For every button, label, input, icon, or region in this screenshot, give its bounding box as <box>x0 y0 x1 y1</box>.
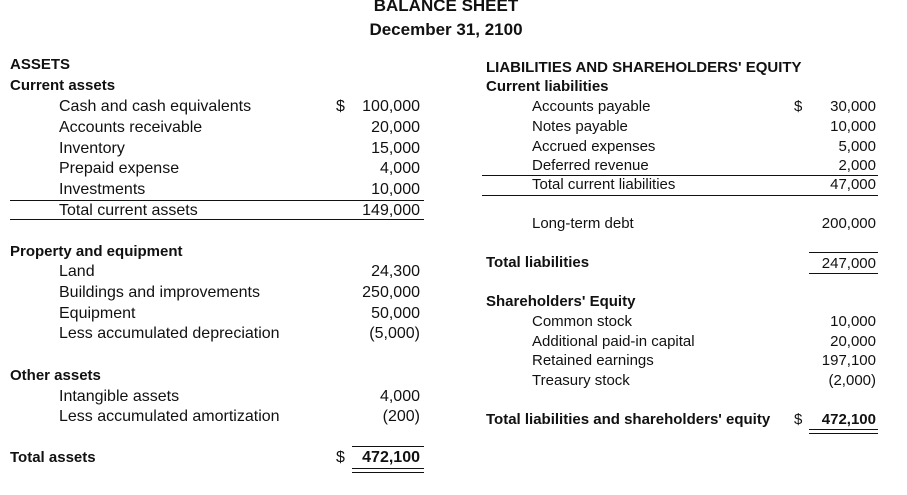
other-label-amortization: Less accumulated amortization <box>59 408 280 425</box>
liability-label-notes: Notes payable <box>532 118 628 135</box>
long-term-debt-value: 200,000 <box>821 215 876 232</box>
total-liabilities-label: Total liabilities <box>486 254 590 271</box>
asset-label-prepaid: Prepaid expense <box>59 160 180 177</box>
asset-currency-cash: $ <box>336 98 345 115</box>
other-assets-heading: Other assets <box>10 367 101 384</box>
assets-heading: ASSETS <box>10 56 71 73</box>
total-current-liabilities-value: 47,000 <box>830 176 876 193</box>
page-title: BALANCE SHEET <box>373 0 519 15</box>
liability-label-accrued: Accrued expenses <box>532 138 656 155</box>
property-label-buildings: Buildings and improvements <box>59 284 260 301</box>
property-heading: Property and equipment <box>10 243 183 260</box>
equity-label-retained-earnings: Retained earnings <box>532 352 654 369</box>
total-liabilities-equity-currency: $ <box>794 411 803 428</box>
total-assets-label: Total assets <box>10 449 96 466</box>
property-label-depreciation: Less accumulated depreciation <box>59 325 280 342</box>
asset-label-cash: Cash and cash equivalents <box>59 98 252 115</box>
total-liabilities-value: 247,000 <box>821 255 876 272</box>
asset-value-receivable: 20,000 <box>371 119 420 136</box>
asset-value-cash: 100,000 <box>362 98 420 115</box>
current-liabilities-heading: Current liabilities <box>486 78 609 95</box>
asset-label-investments: Investments <box>59 181 146 198</box>
equity-label-common-stock: Common stock <box>532 313 633 330</box>
asset-label-inventory: Inventory <box>59 140 125 157</box>
liability-value-payable: 30,000 <box>830 98 876 115</box>
property-value-land: 24,300 <box>371 263 420 280</box>
asset-value-inventory: 15,000 <box>371 140 420 157</box>
current-assets-total-divider <box>10 219 424 220</box>
equity-label-paid-in-capital: Additional paid-in capital <box>532 333 695 350</box>
total-liabilities-equity-label: Total liabilities and shareholders' equity <box>486 411 771 428</box>
equity-value-retained-earnings: 197,100 <box>821 352 876 369</box>
equity-value-common-stock: 10,000 <box>830 313 876 330</box>
asset-value-prepaid: 4,000 <box>379 160 420 177</box>
total-assets-top-rule <box>352 446 424 447</box>
total-assets-double-rule-2 <box>352 472 424 473</box>
page-date: December 31, 2100 <box>369 20 523 39</box>
other-label-intangible: Intangible assets <box>59 388 180 405</box>
property-label-land: Land <box>59 263 95 280</box>
liabilities-heading: LIABILITIES AND SHAREHOLDERS' EQUITY <box>486 59 802 76</box>
liability-label-deferred: Deferred revenue <box>532 157 649 174</box>
total-assets-currency: $ <box>336 449 345 466</box>
current-liabilities-total-divider <box>482 195 878 196</box>
total-assets-double-rule-1 <box>352 468 424 469</box>
total-liabilities-top-rule <box>809 252 878 253</box>
total-assets-value: 472,100 <box>362 449 420 466</box>
total-current-liabilities-label: Total current liabilities <box>532 176 676 193</box>
liability-value-notes: 10,000 <box>830 118 876 135</box>
property-value-equipment: 50,000 <box>371 305 420 322</box>
other-value-intangible: 4,000 <box>379 388 420 405</box>
current-assets-heading: Current assets <box>10 77 116 94</box>
equity-heading: Shareholders' Equity <box>486 293 636 310</box>
property-label-equipment: Equipment <box>59 305 136 322</box>
liability-label-payable: Accounts payable <box>532 98 651 115</box>
liability-value-accrued: 5,000 <box>838 138 876 155</box>
property-value-buildings: 250,000 <box>362 284 420 301</box>
equity-value-treasury-stock: (2,000) <box>828 372 876 389</box>
long-term-debt-label: Long-term debt <box>532 215 634 232</box>
total-liabilities-equity-double-rule-2 <box>809 433 878 434</box>
total-liabilities-equity-value: 472,100 <box>821 411 876 428</box>
other-value-amortization: (200) <box>382 408 420 425</box>
total-liabilities-equity-double-rule-1 <box>809 429 878 430</box>
equity-value-paid-in-capital: 20,000 <box>830 333 876 350</box>
asset-label-receivable: Accounts receivable <box>59 119 203 136</box>
asset-value-investments: 10,000 <box>371 181 420 198</box>
total-current-assets-value: 149,000 <box>362 202 420 219</box>
property-value-depreciation: (5,000) <box>369 325 420 342</box>
liability-value-deferred: 2,000 <box>838 157 876 174</box>
total-liabilities-bottom-rule <box>809 273 878 274</box>
equity-label-treasury-stock: Treasury stock <box>532 372 630 389</box>
liability-currency-payable: $ <box>794 98 803 115</box>
total-current-assets-label: Total current assets <box>59 202 198 219</box>
